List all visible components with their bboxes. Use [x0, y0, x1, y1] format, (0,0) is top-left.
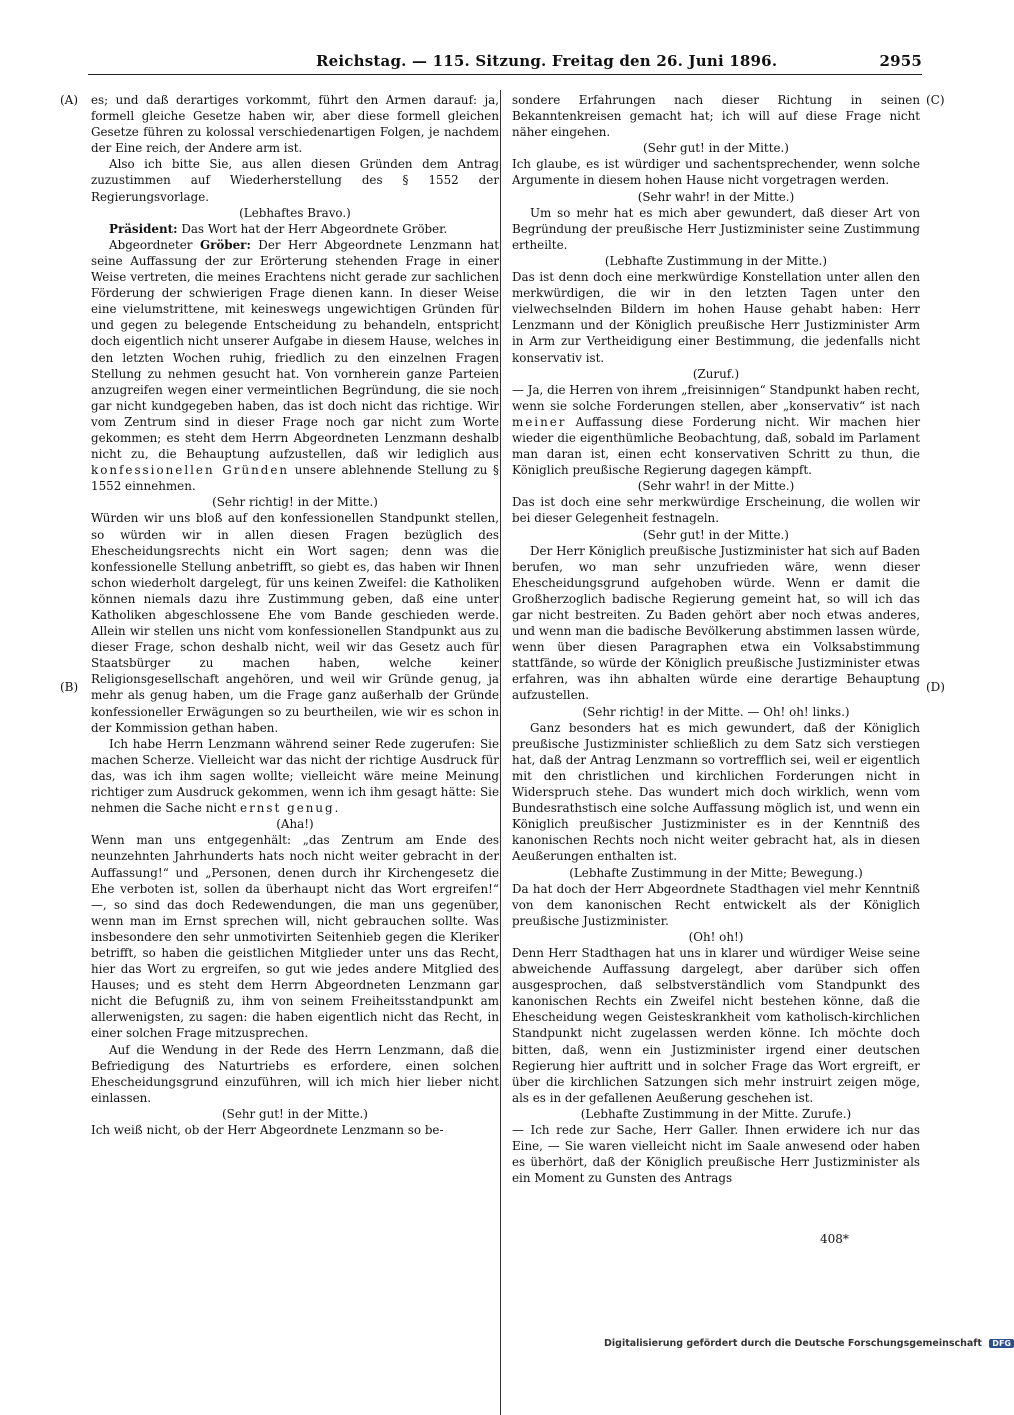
- paragraph-text: Ich habe Herrn Lenzmann während seiner Rede zugerufen: Sie machen Scherze. Vielleicht war das nicht der richtige Ausdruck für das, was ich ihm sagen wollte; vielleicht wäre meine Meinung richtiger zum Ausdruck gekommen, wenn ich ihm gesagt hätte: Sie nehmen die Sache nicht: [91, 736, 499, 816]
- paragraph: [91, 832, 499, 1041]
- interjection: (Sehr wahr! in der Mitte.): [637, 479, 795, 494]
- speech-paragraph: [91, 237, 499, 495]
- paragraph-text: Auf die Wendung in der Rede des Herrn Lenzmann, daß die Befriedigung des Naturtriebs es erfordere, einen solchen Ehescheidungsgrund einzuführen, will ich mich hier lieber nicht einlassen.: [91, 1042, 499, 1105]
- paragraph: [91, 1042, 499, 1106]
- paragraph-text: Denn Herr Stadthagen hat uns in klarer und würdiger Weise seine abweichende Auffassung dargelegt, aber darüber sich offen ausgesprochen, daß selbstverständlich vom Standpunkt des kanonischen Rechts ein Zweifel nicht bestehen könne, daß die Ehescheidung wegen Geisteskrankheit vom katholisch-kirchlichen Standpunkt nicht zugelassen werden könne. Ich möchte doch bitten, daß, wenn ein Justizminister irgend einer deutschen Regierung hier auftritt und in solcher Frage das Wort ergreift, er über die kirchlichen Satzungen sich mehr instruirt zeigen möge, als es in der gefallenen Aeußerung geschehen ist.: [512, 945, 920, 1105]
- paragraph-text: es; und daß derartiges vorkommt, führt den Armen darauf: ja, formell gleiche Gesetze haben wir, aber diese formell gleichen Gesetze führen zu kolossal verschiedenartigen Folgen, je nachdem der Eine reich, der Andere arm ist.: [91, 93, 499, 156]
- interjection: (Sehr richtig! in der Mitte.): [212, 495, 378, 510]
- margin-marker-c: (C): [926, 93, 945, 107]
- paragraph-text: Würden wir uns bloß auf den konfessionellen Standpunkt stellen, so würden wir in allen diesen Fragen bezüglich des Ehescheidungsrechts nicht ein Wort sagen; denn was die konfessionelle Stellung anbetrifft, so giebt es, das haben wir Ihnen schon wiederholt dargelegt, für uns keinen Zweifel: die Katholiken können niemals dazu ihre Zustimmung geben, daß eine unter Katholiken abgeschlossene Ehe vom Bande geschieden werde. Allein wir stellen uns nicht vom konfessionellen Standpunkt aus zu dieser Frage, schon deshalb nicht, weil wir das Gesetz auch für Staatsbürger zu machen haben, welche keiner Religionsgesellschaft angehören, und weil wir Gründe genug, ja mehr als genug haben, um die Frage ganz außerhalb der Gründe konfessioneller Erwägungen so zu beurtheilen, wie wir es schon in der Kommission gethan haben.: [91, 511, 499, 735]
- signature-mark: 408*: [820, 1232, 849, 1246]
- paragraph: [512, 382, 920, 479]
- interjection: (Sehr wahr! in der Mitte.): [637, 189, 795, 204]
- paragraph: [91, 1122, 499, 1138]
- margin-marker-a: (A): [60, 93, 79, 107]
- right-column: [512, 92, 920, 1186]
- paragraph-text: sondere Erfahrungen nach dieser Richtung in seinen Bekanntenkreisen gemacht hat; ich will auf diese Frage nicht näher eingehen.: [512, 93, 920, 140]
- paragraph: [512, 205, 920, 253]
- paragraph-text: Ich weiß nicht, ob der Herr Abgeordnete Lenzmann so be-: [91, 1123, 444, 1137]
- page-header: [88, 52, 922, 76]
- footer-credit: [604, 1338, 1014, 1349]
- left-column: [91, 92, 499, 1138]
- paragraph-text: — Ja, die Herren von ihrem „freisinnigen“ Standpunkt haben recht, wenn sie solche Forderungen stellen, aber „konservativ“ ist nach: [512, 382, 920, 413]
- paragraph: [512, 543, 920, 704]
- interjection: (Aha!): [276, 817, 314, 832]
- paragraph-text: Das Wort hat der Herr Abgeordnete Gröber.: [181, 221, 448, 236]
- margin-marker-d: (D): [926, 680, 945, 694]
- interjection: (Lebhafte Zustimmung in der Mitte. Zurufe.): [580, 1106, 852, 1121]
- column-divider: [500, 90, 501, 1415]
- paragraph-text: Der Herr Königlich preußische Justizminister hat sich auf Baden berufen, wo man sehr unzufrieden wäre, wenn dieser Ehescheidungsgrund aufgehoben würde. Wenn er damit die Großherzoglich badische Regierung gemeint hat, so will ich das gar nicht bestreiten. Zu Baden gehört aber noch etwas anderes, und wenn man die badische Bevölkerung abstimmen lassen würde, wenn über diesen Paragraphen etwa ein Volksabstimmung stattfände, so würde der Königlich preußische Justizminister etwas erfahren, was ihn abhalten würde eine derartige Behauptung aufzustellen.: [512, 543, 920, 703]
- dfg-logo: DFG: [989, 1339, 1014, 1348]
- footer-text: Digitalisierung gefördert durch die Deutsche Forschungsgemeinschaft: [604, 1338, 982, 1349]
- paragraph: [91, 510, 499, 735]
- paragraph-text: Um so mehr hat es mich aber gewundert, daß dieser Art von Begründung der preußische Herr Justizminister seine Zustimmung ertheilte.: [512, 205, 920, 252]
- paragraph: [512, 945, 920, 1106]
- paragraph: [512, 720, 920, 865]
- speech-paragraph: [91, 221, 499, 237]
- paragraph: [91, 92, 499, 156]
- interjection: (Sehr gut! in der Mitte.): [643, 527, 789, 542]
- paragraph-text: Das ist doch eine sehr merkwürdige Erscheinung, die wollen wir bei dieser Gelegenheit festnageln.: [512, 495, 920, 526]
- paragraph-text: — Ich rede zur Sache, Herr Galler. Ihnen erwidere ich nur das Eine, — Sie waren vielleicht nicht im Saale anwesend oder haben es überhört, daß der Königlich preußische Herr Justizminister als ein Moment zu Gunsten des Antrags: [512, 1123, 920, 1186]
- paragraph-text: Ganz besonders hat es mich gewundert, daß der Königlich preußische Justizminister schließlich zu dem Satz sich verstiegen hat, daß der Antrag Lenzmann so vortrefflich sei, weil er eigentlich mit den christlichen und kirchlichen Forderungen nicht in Widerspruch stehe. Das wundert mich doch wirklich, wenn vom Bundesrathstisch eine solche Auffassung möglich ist, und wenn ein Königlich preußischer Justizminister es in der Kenntniß des kanonischen Rechts noch nicht weiter gebracht hat, als in diesen Aeußerungen enthalten ist.: [512, 720, 920, 864]
- paragraph: [91, 736, 499, 816]
- interjection: (Sehr richtig! in der Mitte. — Oh! oh! links.): [582, 704, 850, 719]
- interjection: (Lebhafte Zustimmung in der Mitte; Bewegung.): [569, 865, 863, 880]
- paragraph-text: Ich glaube, es ist würdiger und sachentsprechender, wenn solche Argumente in diesem hohen Hause nicht vorgetragen werden.: [512, 157, 920, 188]
- paragraph-text: Also ich bitte Sie, aus allen diesen Gründen dem Antrag zuzustimmen auf Wiederherstellung des § 1552 der Regierungsvorlage.: [91, 157, 499, 204]
- header-rule: [88, 74, 922, 75]
- speaker-name: Präsident:: [109, 221, 178, 236]
- running-title: Reichstag. — 115. Sitzung. Freitag den 26. Juni 1896.: [316, 52, 778, 70]
- paragraph-text: Der Herr Abgeordnete Lenzmann hat seine Auffassung der zur Erörterung stehenden Frage in einer Weise vertreten, die meines Erachtens nicht gerade zur sachlichen Förderung der schwierigen Frage dienen kann. In dieser Weise eine vielumstrittene, mit keineswegs ungewichtigen Gründen für und gegen zu belegende Entscheidung zu behandeln, entspricht doch eigentlich nicht unserer Aufgabe in diesem Hause, welches in den letzten Wochen ruhig, friedlich zu den einzelnen Fragen Stellung zu nehmen gesucht hat. Von vornherein ganze Parteien anzugreifen wegen einer vermeintlichen Begründung, die sie noch gar nicht kundgegeben haben, das ist doch nicht das richtige. Wir vom Zentrum sind in dieser Frage noch gar nicht zum Worte gekommen; es steht dem Herrn Abgeordneten Lenzmann deshalb nicht zu, die Behauptung aufzustellen, daß wir lediglich aus: [91, 237, 499, 462]
- paragraph-text-tail: unsere ablehnende Stellung zu § 1552 einnehmen.: [91, 463, 500, 494]
- paragraph: [512, 92, 920, 140]
- paragraph-text: Da hat doch der Herr Abgeordnete Stadthagen viel mehr Kenntniß von dem kanonischen Recht entwickelt als der Königlich preußische Justizminister.: [512, 881, 920, 928]
- page-number: 2955: [879, 52, 922, 70]
- interjection: (Lebhaftes Bravo.): [239, 205, 351, 220]
- interjection: (Oh! oh!): [688, 929, 744, 944]
- speaker-prefix: Abgeordneter: [109, 237, 193, 252]
- paragraph-text: Wenn man uns entgegenhält: „das Zentrum am Ende des neunzehnten Jahrhunderts hats noch nicht weiter gebracht in der Auffassung!“ und „Personen, denen durch ihr Kirchengesetz die Ehe verboten ist, sollen da überhaupt nicht das Wort ergreifen!“ —, so sind das doch Redewendungen, die man uns gegenüber, wenn man im Ernst sprechen will, nicht gebrauchen sollte. Was insbesondere den sehr unmotivirten Seitenhieb gegen die Kleriker betrifft, so haben die geistlichen Mitglieder unter uns das Recht, hier das Wort zu ergreifen, so gut wie jedes andere Mitglied des Hauses; und es steht dem Herrn Abgeordneten Lenzmann gar nicht die Befugniß zu, ihm von seinem Freiheitsstandpunkt am allerwenigsten, zu sagen: die haben eigentlich nicht das Recht, in einer solchen Frage mitzusprechen.: [91, 833, 499, 1041]
- paragraph-text-tail: Auffassung diese Forderung nicht. Wir machen hier wieder die eigenthümliche Beobachtung, daß, sobald im Parlament man daran ist, einen echt konservativen Schritt zu thun, die Königlich preußische Regierung dagegen kämpft.: [512, 414, 921, 478]
- emphasis-spaced: meiner: [512, 414, 567, 429]
- paragraph: [512, 269, 920, 366]
- paragraph: [512, 881, 920, 929]
- paragraph: [512, 1122, 920, 1186]
- paragraph: [512, 494, 920, 526]
- interjection: (Sehr gut! in der Mitte.): [222, 1106, 368, 1121]
- interjection: (Lebhafte Zustimmung in der Mitte.): [604, 253, 828, 268]
- interjection: (Sehr gut! in der Mitte.): [643, 141, 789, 156]
- emphasis-spaced: ernst genug.: [240, 801, 341, 816]
- paragraph-text: Das ist denn doch eine merkwürdige Konstellation unter allen den merkwürdigen, die wir in den letzten Tagen unter den vielwechselnden Bildern im hohen Hause gehabt haben: Herr Lenzmann und der Königlich preußische Herr Justizminister Arm in Arm zur Vertheidigung einer Bestimmung, die jedenfalls nicht konservativ ist.: [512, 270, 920, 365]
- emphasis-spaced: konfessionellen Gründen: [91, 463, 290, 478]
- margin-marker-b: (B): [60, 680, 79, 694]
- interjection: (Zuruf.): [692, 366, 740, 381]
- paragraph: [91, 156, 499, 204]
- paragraph: [512, 156, 920, 188]
- speaker-name: Gröber:: [199, 237, 251, 252]
